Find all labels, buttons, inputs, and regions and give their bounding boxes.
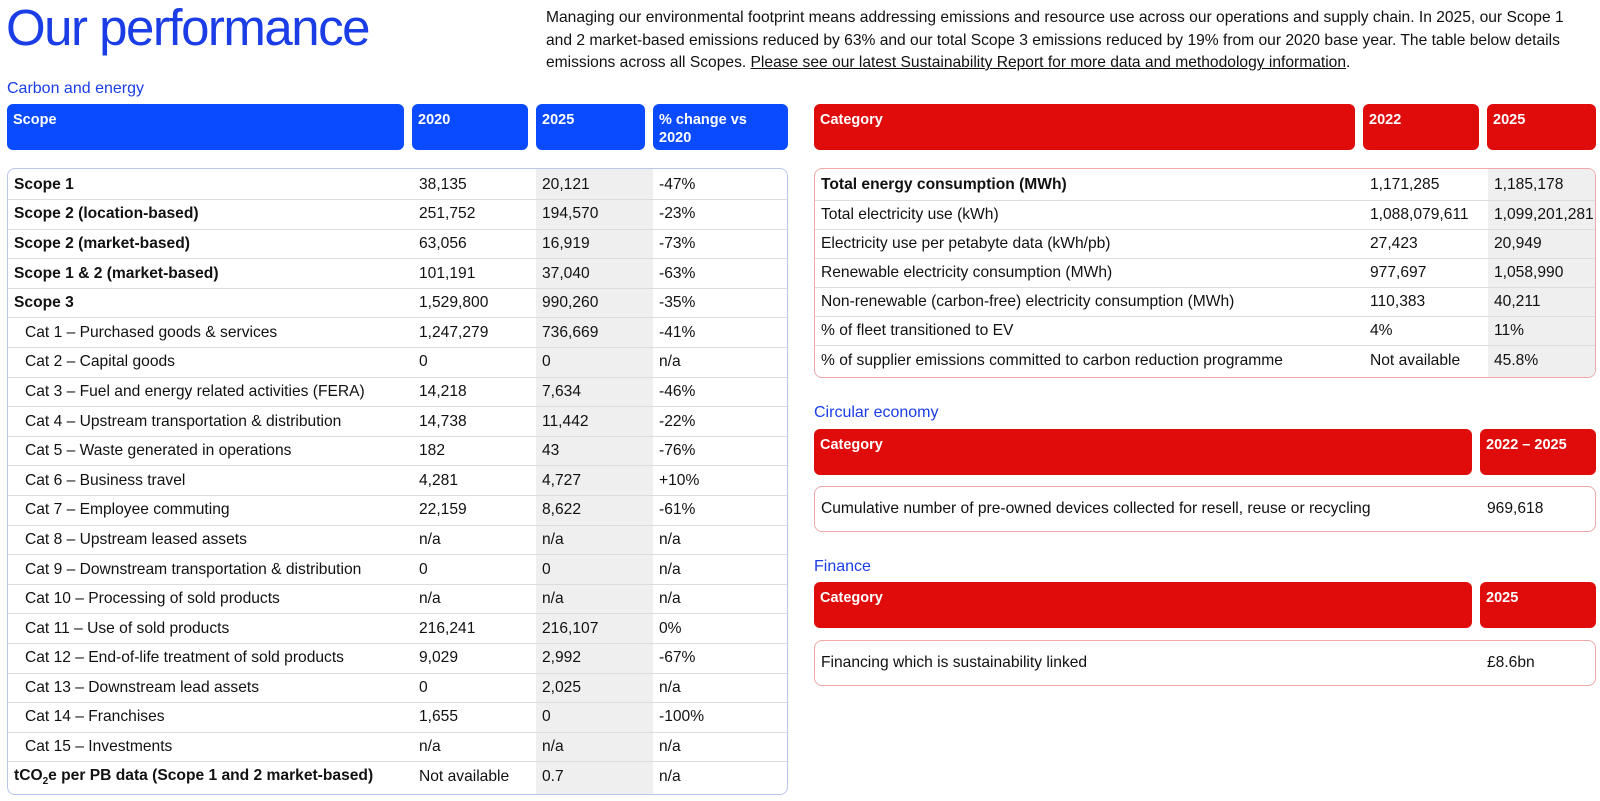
table-row [815, 288, 1596, 317]
percent-change: -61% [653, 496, 788, 526]
sustainability-report-link[interactable]: Please see our latest Sustainability Report for more data and methodology information [750, 54, 1347, 71]
value-2020: 38,135 [419, 175, 467, 193]
value-2025: 11% [1488, 317, 1596, 346]
scope-label: Scope 2 (market-based) [8, 229, 413, 259]
value-2025: 20,121 [542, 175, 590, 193]
intro-text: Managing our environmental footprint means addressing emissions and resource use across our operations and supply chain. In 2025, our Scope 1 and 2 market-based emissions reduced by 63% and our total Scope 3 emissions reduced by 19% from our 2020 base year. The table below details emissions across all Scopes. [546, 9, 1564, 71]
finance-value: £8.6bn [1487, 654, 1535, 671]
percent-change: n/a [653, 673, 788, 703]
value-2025: 20,949 [1488, 229, 1596, 258]
intro-end: . [1346, 54, 1351, 71]
value-2022: Not available [1364, 346, 1488, 375]
table-row [8, 584, 788, 614]
scope-label: Scope 1 [14, 175, 74, 193]
value-2025: 0 [536, 703, 653, 733]
percent-change: -100% [653, 703, 788, 733]
scope-label [8, 762, 413, 792]
table-row [8, 732, 788, 762]
value-2020: 0 [413, 555, 536, 585]
scope-label: Scope 2 (location-based) [8, 200, 413, 230]
label-subscript: 2 [42, 775, 49, 787]
table-row [8, 288, 788, 318]
value-2022: 977,697 [1364, 258, 1488, 287]
value-2025: 1,185,178 [1494, 175, 1564, 193]
table-row [8, 644, 788, 674]
value-2025: n/a [536, 525, 653, 555]
scope-label: Cat 2 – Capital goods [8, 348, 413, 378]
scope-label: Cat 6 – Business travel [8, 466, 413, 496]
value-2025: 0 [536, 348, 653, 378]
table-row [8, 318, 788, 348]
carbon-table [8, 170, 788, 791]
percent-change: n/a [653, 584, 788, 614]
value-2025: 2,992 [536, 644, 653, 674]
scope-label: Cat 11 – Use of sold products [8, 614, 413, 644]
scope-label: Cat 8 – Upstream leased assets [8, 525, 413, 555]
scope-label: Scope 1 & 2 (market-based) [8, 259, 413, 289]
carbon-header-change: % change vs 2020 [653, 104, 788, 150]
percent-change: -22% [653, 407, 788, 437]
finance-label: Financing which is sustainability linked [821, 654, 1088, 671]
circular-header-period: 2022 – 2025 [1480, 429, 1596, 475]
value-2020: 14,218 [413, 377, 536, 407]
table-row [815, 229, 1596, 258]
percent-change: -76% [653, 436, 788, 466]
scope-label: Cat 1 – Purchased goods & services [8, 318, 413, 348]
carbon-header-2025: 2025 [536, 104, 645, 150]
category-label: Total electricity use (kWh) [815, 200, 1364, 229]
label-part: e per PB data (Scope 1 and 2 market-based) [48, 766, 374, 784]
value-2020: n/a [413, 732, 536, 762]
value-2020: 4,281 [413, 466, 536, 496]
table-row [815, 317, 1596, 346]
value-2022: 27,423 [1364, 229, 1488, 258]
category-label: Non-renewable (carbon-free) electricity consumption (MWh) [815, 288, 1364, 317]
value-2025: 990,260 [536, 288, 653, 318]
value-2020: 1,655 [413, 703, 536, 733]
value-2020: 182 [413, 436, 536, 466]
table-row [8, 170, 788, 200]
value-2025: 0.7 [536, 762, 653, 792]
percent-change: -63% [653, 259, 788, 289]
scope-label: Cat 13 – Downstream lead assets [8, 673, 413, 703]
table-row [8, 259, 788, 289]
page-title: Our performance [6, 0, 369, 56]
table-row [815, 170, 1596, 200]
percent-change: n/a [653, 348, 788, 378]
percent-change: -47% [659, 175, 696, 193]
value-2020: 1,529,800 [413, 288, 536, 318]
table-row [8, 348, 788, 378]
intro-paragraph [546, 7, 1586, 75]
scope-label: Cat 3 – Fuel and energy related activities (FERA) [8, 377, 413, 407]
value-2022: 1,171,285 [1370, 175, 1440, 193]
scope-label: Cat 10 – Processing of sold products [8, 584, 413, 614]
table-row [8, 200, 788, 230]
table-row [8, 673, 788, 703]
energy-table [815, 170, 1596, 375]
percent-change: -41% [653, 318, 788, 348]
value-2020: 251,752 [413, 200, 536, 230]
value-2025: 1,058,990 [1488, 258, 1596, 287]
value-2025: 40,211 [1488, 288, 1596, 317]
value-2025: 43 [536, 436, 653, 466]
circular-header-category: Category [814, 429, 1472, 475]
section-carbon-energy: Carbon and energy [7, 80, 144, 97]
table-row [8, 703, 788, 733]
value-2025: 8,622 [536, 496, 653, 526]
table-row [815, 258, 1596, 287]
table-row [815, 200, 1596, 229]
circular-table-panel [814, 486, 1596, 532]
carbon-header-scope: Scope [7, 104, 404, 150]
table-row [8, 525, 788, 555]
scope-label: Cat 14 – Franchises [8, 703, 413, 733]
percent-change: -67% [653, 644, 788, 674]
scope-label: Cat 12 – End-of-life treatment of sold products [8, 644, 413, 674]
value-2020: 9,029 [413, 644, 536, 674]
value-2025: 0 [536, 555, 653, 585]
scope-label: Cat 7 – Employee commuting [8, 496, 413, 526]
circular-value: 969,618 [1487, 500, 1544, 517]
value-2020: 0 [413, 673, 536, 703]
table-row [8, 436, 788, 466]
scope-label: Cat 15 – Investments [8, 732, 413, 762]
percent-change: n/a [653, 732, 788, 762]
category-label: % of fleet transitioned to EV [815, 317, 1364, 346]
category-label: Electricity use per petabyte data (kWh/pb) [815, 229, 1364, 258]
circular-table [815, 487, 1596, 531]
carbon-header-2020: 2020 [412, 104, 528, 150]
value-2020: 101,191 [413, 259, 536, 289]
table-row [8, 496, 788, 526]
value-2020: 22,159 [413, 496, 536, 526]
value-2025: 37,040 [536, 259, 653, 289]
value-2025: 4,727 [536, 466, 653, 496]
energy-table-panel [814, 168, 1596, 378]
percent-change: +10% [653, 466, 788, 496]
value-2020: n/a [413, 525, 536, 555]
value-2020: Not available [413, 762, 536, 792]
label-part: tCO [14, 766, 43, 784]
finance-table-panel [814, 640, 1596, 686]
scope-label: Scope 3 [8, 288, 413, 318]
finance-table [815, 641, 1596, 685]
percent-change: n/a [653, 555, 788, 585]
percent-change: -23% [653, 200, 788, 230]
energy-header-2022: 2022 [1363, 104, 1479, 150]
scope-label: Cat 5 – Waste generated in operations [8, 436, 413, 466]
category-label: Renewable electricity consumption (MWh) [815, 258, 1364, 287]
value-2025: 16,919 [536, 229, 653, 259]
section-finance: Finance [814, 558, 871, 575]
category-label: % of supplier emissions committed to carbon reduction programme [815, 346, 1364, 375]
value-2025: 7,634 [536, 377, 653, 407]
table-row [8, 762, 788, 792]
value-2020: n/a [413, 584, 536, 614]
table-row [8, 407, 788, 437]
table-row [815, 487, 1596, 531]
value-2022: 1,088,079,611 [1364, 200, 1488, 229]
energy-header-category: Category [814, 104, 1355, 150]
percent-change: -73% [653, 229, 788, 259]
table-row [8, 377, 788, 407]
finance-header-year: 2025 [1480, 582, 1596, 628]
table-row [815, 641, 1596, 685]
carbon-table-panel [7, 168, 788, 795]
table-row [8, 466, 788, 496]
scope-label: Cat 4 – Upstream transportation & distribution [8, 407, 413, 437]
table-row [8, 614, 788, 644]
value-2025: 736,669 [536, 318, 653, 348]
percent-change: 0% [653, 614, 788, 644]
value-2020: 14,738 [413, 407, 536, 437]
value-2025: 11,442 [536, 407, 653, 437]
value-2020: 0 [413, 348, 536, 378]
value-2025: 216,107 [536, 614, 653, 644]
value-2025: 2,025 [536, 673, 653, 703]
percent-change: -35% [653, 288, 788, 318]
category-label: Total energy consumption (MWh) [821, 175, 1067, 193]
energy-header-2025: 2025 [1487, 104, 1596, 150]
value-2025: n/a [536, 732, 653, 762]
value-2022: 110,383 [1364, 288, 1488, 317]
section-circular-economy: Circular economy [814, 404, 939, 421]
value-2025: n/a [536, 584, 653, 614]
value-2020: 216,241 [413, 614, 536, 644]
percent-change: n/a [653, 525, 788, 555]
value-2020: 1,247,279 [413, 318, 536, 348]
circular-label: Cumulative number of pre-owned devices collected for resell, reuse or recycling [821, 500, 1371, 517]
table-row [8, 555, 788, 585]
scope-label: Cat 9 – Downstream transportation & distribution [8, 555, 413, 585]
value-2025: 194,570 [536, 200, 653, 230]
value-2025: 45.8% [1488, 346, 1596, 375]
table-row [8, 229, 788, 259]
finance-header-category: Category [814, 582, 1472, 628]
table-row [815, 346, 1596, 375]
value-2020: 63,056 [413, 229, 536, 259]
percent-change: n/a [653, 762, 788, 792]
value-2025: 1,099,201,281 [1488, 200, 1596, 229]
value-2022: 4% [1364, 317, 1488, 346]
percent-change: -46% [653, 377, 788, 407]
